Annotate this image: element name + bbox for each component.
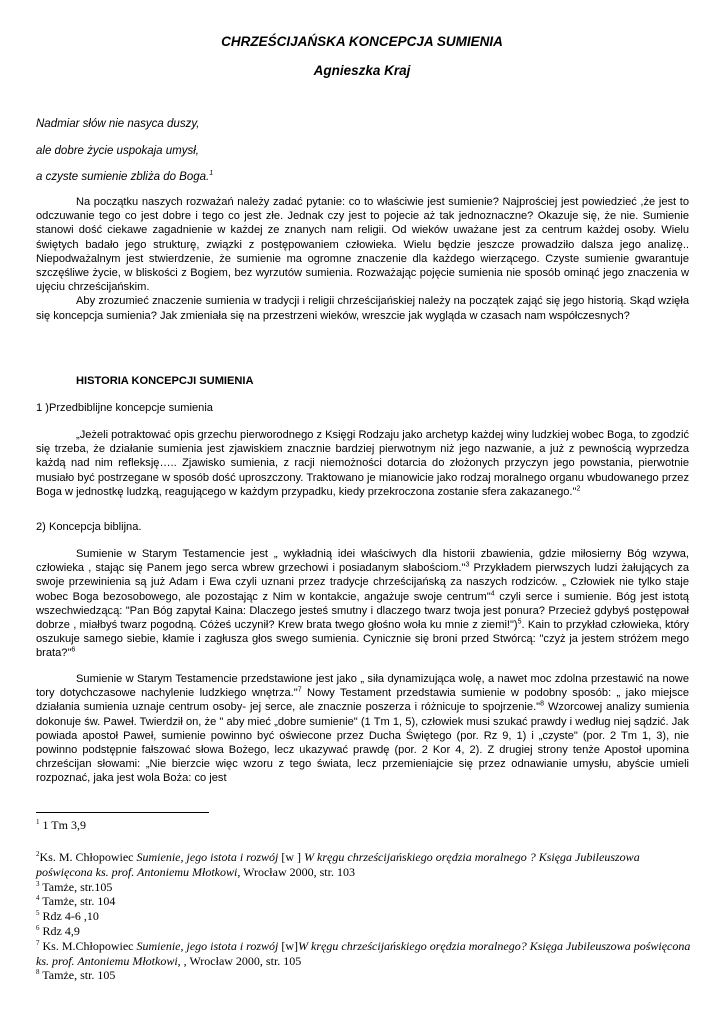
motto-line-1: Nadmiar słów nie nasyca duszy, — [36, 118, 200, 130]
footnotes-list — [36, 850, 696, 983]
subsection-2-text-b — [36, 672, 689, 786]
quote-paragraph: „Jeżeli potraktować opis grzechu pierworodnego z Księgi Rodzaju jako archetyp każdej winy ludzkiej wobec Boga, to zgodzić się trzeba, że działanie sumienia jest zjawiskiem znacznie bardziej pierwotnym niż jego nazwanie, a już z pewnością wyprzedza każdą nad nim refleksję….. Zjawisko sumienia, z racji niemożności dotarcia do złożonych przyczyn jego powstania, pierwotnie musiało być postrzegane w sposób dość uproszczony. Traktowano je mianowicie jako rodzaj moralnego organu wbudowanego przez Boga w jednostkę ludzką, reagującego w każdym przypadku, kiedy przekroczona zostanie sfera zakazanego."$^2$ — [36, 429, 689, 498]
paragraph-ot: Sumienie w Starym Testamencie jest „ wykładnią idei właściwych dla historii zbawienia, gdzie miłosierny Bóg wzywa, człowieka , stając się Panem jego serca wbrew grzechowi i posiadanym słabościom."$^3$ Przykładem pierwszych ludzi żałujących za swoje przewinienia są już Adam i Ewa czyli uznani przez tradycje chrześcijańską za naszych rodziców. „ Człowiek nie tylko staje wobec Boga bezosobowego, ale pozostając z Nim w kontakcie, angażuje swoje centrum"$^4$ czyli serce i sumienie. Bóg jest istotą wszechwiedzącą: "Pan Bóg zapytał Kaina: Dlaczego jesteś smutny i dlaczego twarz twoja jest ponura? Przecież gdybyś postępował dobrze , miałbyś twarz pogodną. Cóżeś uczynił? Krew brata twego głośno woła ku mnie z ziemi!")$^5$. Kain to przykład człowieka, który oszukuje samego siebie, kłamie i zagłusza głos swego sumienia. Cynicznie się broni przed Stwórcą: "czyż ja jestem stróżem mego brata?"$^6$ — [36, 548, 689, 660]
footnote-ref-4[interactable]: 4 — [490, 589, 495, 597]
footnote-ref-5[interactable]: 5 — [517, 618, 522, 626]
subsection-2-heading: 2) Koncepcja biblijna. — [36, 521, 142, 533]
section-heading: HISTORIA KONCEPCJI SUMIENIA — [76, 375, 254, 387]
footnote-6: $^6$ Rdz 4,9 — [36, 923, 80, 938]
motto-line-3: a czyste sumienie zbliża do Boga.$^1$ — [36, 170, 214, 183]
footnote-divider — [36, 812, 209, 813]
intro-section — [36, 195, 689, 323]
footnote-3: $^3$ Tamże, str.105 — [36, 879, 113, 894]
footnote-ref-1[interactable]: 1 — [209, 170, 214, 178]
footnote-8: $^8$ Tamże, str. 105 — [36, 968, 116, 983]
footnote-ref-2[interactable]: 2 — [576, 485, 581, 493]
footnote-1: $^1$ 1 Tm 3,9 — [36, 818, 86, 832]
subsection-1-text — [36, 428, 689, 499]
intro-paragraph-2: Aby zrozumieć znaczenie sumienia w tradycji i religii chrześcijańskiej należy na początek zająć się jego historią. Skąd wzięła się koncepcja sumienia? Jak zmieniała się na przestrzeni wieków, wreszcie jak wygląda w czasach nam współczesnych? — [36, 295, 689, 322]
footnote-2: $^2$Ks. M. Chłopowiec Sumienie, jego istota i rozwój [w ] W kręgu chrześcijańskiego orędzia moralnego ? Księga Jubileuszowa poświęcona ks. prof. Antoniemu Młotkowi, Wrocław 2000, str. 103 — [36, 850, 640, 879]
document-author: Agnieszka Kraj — [313, 63, 411, 78]
footnote-ref-7[interactable]: 7 — [297, 686, 302, 694]
motto-line-2: ale dobre życie uspokaja umysł, — [36, 145, 199, 157]
footnote-4: $^4$ Tamże, str. 104 — [36, 894, 116, 909]
subsection-2-text-a — [36, 547, 689, 661]
footnote-ref-6[interactable]: 6 — [71, 646, 76, 654]
paragraph-nt: Sumienie w Starym Testamencie przedstawione jest jako „ siła dynamizująca wolę, a nawet moc zdolna przestawić na nowe tory dotychczasowe nachylenie ludzkiego wnętrza."$^7$ Nowy Testament przedstawia sumienie w podobny sposób: „ jako miejsce działania sumienia uznaje centrum osoby- jej serce, ale znacznie poszerza i różnicuje to spojrzenie."$^8$ Wzorcowej analizy sumienia dokonuje św. Paweł. Twierdził on, że " aby mieć „dobre sumienie" (1 Tm 1, 5), człowiek musi szukać prawdy i według niej sądzić. Jak powiada apostoł Paweł, sumienie powinno być oświecone przez Ducha Świętego (por. Rz 9, 1) i „czyste" (por. 2 Tm 1, 3), nie powinno podstępnie fałszować słowa Bożego, lecz ukazywać prawdę (por. 2 Kor 4, 2). Z drugiej strony tenże Apostoł upomina chrześcijan słowami: „Nie bierzcie więc wzoru z tego świata, lecz przemieniajcie się przez odnawianie umysłu, abyście umieli rozpoznać, jaka jest wola Boża: co jest — [36, 673, 689, 785]
intro-paragraph-1: Na początku naszych rozważań należy zadać pytanie: co to właściwie jest sumienie? Najprościej jest powiedzieć ,że jest to odczuwanie tego co jest dobre i tego co jest złe. Jednak czy jest to pojecie aż tak jednoznaczne? Okazuje się, że nie. Sumienie stanowi dość ciekawe zagadnienie w każdej ze znanych nam religii. Od wieków uważane jest za centrum każdej osoby. Wielu świętych badało jego strukturę, związki z postępowaniem człowieka. Wielu będzie jeszcze prowadziło dalsza jego analizę.. Niepodważalnym jest stwierdzenie, że sumienie ma ogromne znaczenie dla każdego wierzącego. Czyste sumienie gwarantuje szczęśliwe życie, w bliskości z Bogiem, bez wyrzutów sumienia. Rozważając pojęcie sumienia nie sposób ominąć jego znaczenia w ujęciu chrześcijańskim. — [36, 196, 689, 294]
document-title: CHRZEŚCIJAŃSKA KONCEPCJA SUMIENIA — [221, 34, 503, 49]
footnote-5: $^5$ Rdz 4-6 ,10 — [36, 909, 99, 924]
subsection-1-heading: 1 )Przedbiblijne koncepcje sumienia — [36, 402, 213, 414]
footnote-7: $^7$ Ks. M.Chłopowiec Sumienie, jego istota i rozwój [w]W kręgu chrześcijańskiego orędzia moralnego? Księga Jubileuszowa poświęcona ks. prof. Antoniemu Młotkowi, , Wrocław 2000, str. 105 — [36, 938, 691, 968]
footnote-ref-8[interactable]: 8 — [540, 700, 544, 708]
footnote-ref-3[interactable]: 3 — [465, 561, 470, 569]
